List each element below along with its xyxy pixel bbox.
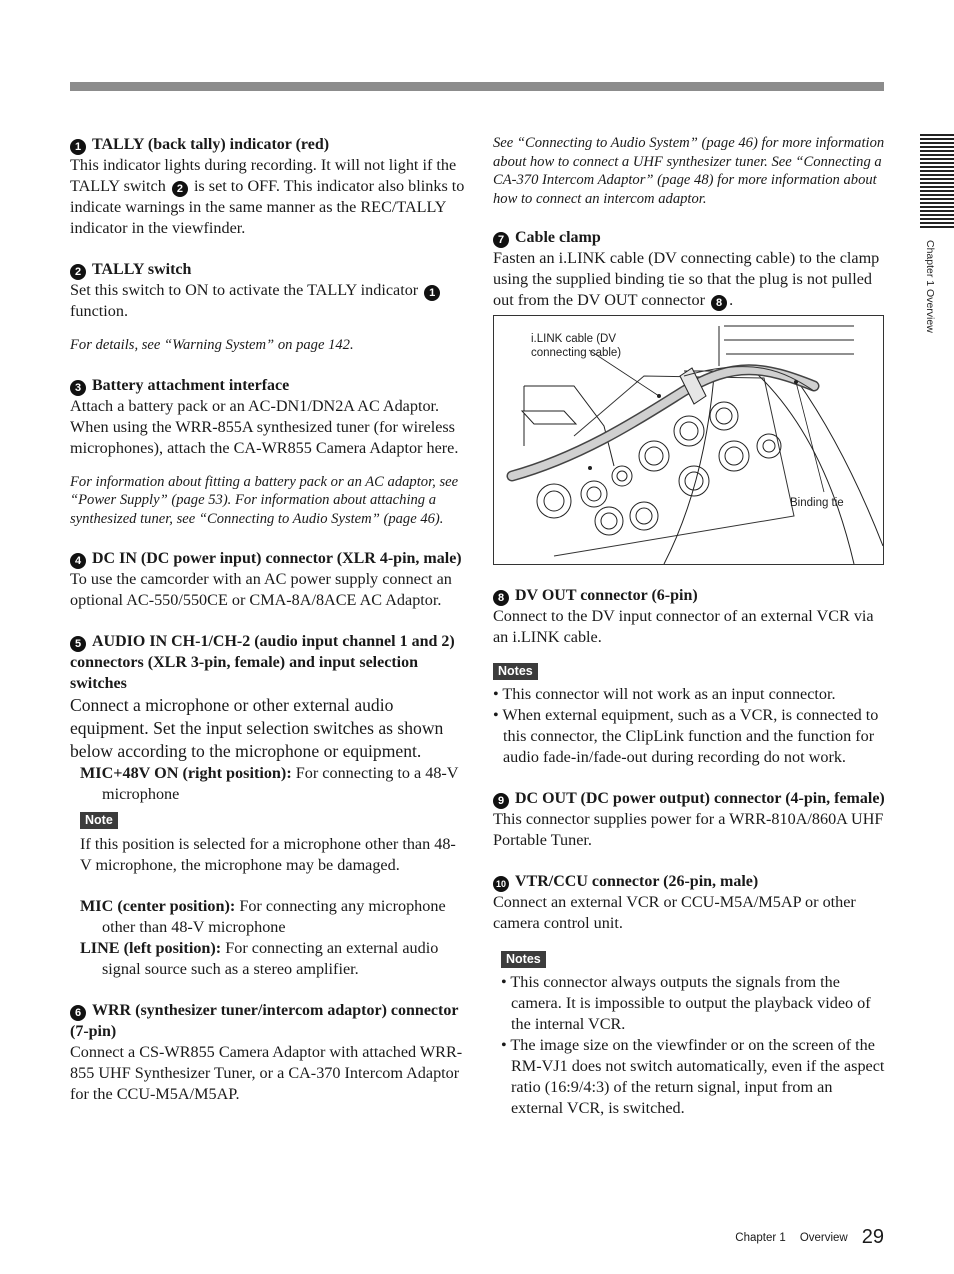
item-body	[70, 155, 466, 239]
binding-tie-callout-label: Binding tie	[790, 497, 844, 509]
note-bullet: • This connector will not work as an input connector.	[493, 685, 836, 703]
item-body-text: This indicator lights during recording. It will not light if the TALLY switch	[70, 156, 457, 195]
item-number-badge: 6	[70, 1005, 86, 1021]
item-number-badge: 9	[493, 793, 509, 809]
item-body: Connect to the DV input connector of an external VCR via an i.LINK cable.	[493, 607, 874, 646]
right-column	[493, 134, 885, 1139]
item-body	[493, 248, 885, 311]
notes-list	[493, 684, 885, 768]
item-body: Connect a microphone or other external audio equipment. Set the input selection switches as shown below according to the microphone or equipment.	[70, 695, 444, 761]
item-heading	[70, 134, 466, 155]
notes-list	[493, 972, 885, 1119]
item-number-badge: 7	[493, 232, 509, 248]
chapter-thumb-index	[920, 134, 954, 228]
position-text: For connecting an external audio signal source such as a stereo amplifier.	[102, 939, 439, 978]
footer-chapter: Chapter 1	[735, 1232, 786, 1244]
item-dc-in-connector	[70, 548, 466, 611]
item-body: Connect a CS-WR855 Camera Adaptor with attached WRR-855 UHF Synthesizer Tuner, or a CA-370 Intercom Adaptor for the CCU-M5A/M5AP.	[70, 1043, 463, 1103]
item-heading	[70, 1000, 466, 1042]
page-number: 29	[861, 1226, 884, 1248]
header-rule	[70, 82, 884, 91]
notes-tag: Notes	[501, 951, 546, 968]
left-column	[70, 134, 466, 1125]
switch-position-list	[70, 763, 466, 980]
item-body-text: is set to OFF. This indicator also blinks to indicate warnings in the same manner as the REC/TALLY indicator in the viewfinder.	[70, 177, 465, 237]
item-heading	[493, 871, 885, 892]
switch-position-line	[80, 938, 466, 980]
item-audio-in	[70, 631, 466, 980]
item-body-text: function.	[70, 302, 128, 320]
item-dv-out-connector	[493, 585, 885, 768]
cross-reference-note: For details, see “Warning System” on page 142.	[70, 337, 354, 353]
position-label: MIC+48V ON (right position):	[80, 764, 292, 782]
note-bullet: • When external equipment, such as a VCR, is connected to this connector, the ClipLink function and the function for audio fade-in/fade-out during recording do not work.	[493, 706, 879, 766]
item-heading	[70, 259, 466, 280]
item-tally-indicator	[70, 134, 466, 239]
item-dc-out-connector	[493, 788, 885, 851]
item-body: To use the camcorder with an AC power supply connect an optional AC-550/550CE or CMA-8A/8ACE AC Adaptor.	[70, 570, 452, 609]
cable-clamp-illustration	[493, 315, 884, 565]
item-title: WRR (synthesizer tuner/intercom adaptor) connector (7-pin)	[70, 1002, 459, 1040]
note-text: If this position is selected for a microphone other than 48-V microphone, the microphone may be damaged.	[80, 835, 456, 874]
item-title: DV OUT connector (6-pin)	[515, 587, 698, 604]
item-body	[70, 280, 466, 322]
item-title: DC OUT (DC power output) connector (4-pin, female)	[515, 790, 885, 807]
item-heading	[493, 227, 885, 248]
page-footer	[700, 1226, 884, 1249]
item-number-badge: 4	[70, 553, 86, 569]
cable-callout-label: i.LINK cable (DV connecting cable)	[531, 333, 622, 359]
item-title: AUDIO IN CH-1/CH-2 (audio input channel 1 and 2) connectors (XLR 3-pin, female) and input selection switches	[70, 633, 455, 692]
item-ref-badge: 2	[172, 181, 188, 197]
item-number-badge: 3	[70, 380, 86, 396]
footer-section: Overview	[799, 1232, 848, 1244]
item-title: DC IN (DC power input) connector (XLR 4-pin, male)	[92, 550, 462, 567]
item-number-badge: 10	[493, 876, 509, 892]
position-label: MIC (center position):	[80, 897, 236, 915]
item-wrr-connector	[70, 1000, 466, 1105]
item-vtr-ccu-connector	[493, 871, 885, 1119]
item-tally-switch	[70, 259, 466, 322]
item-title: Cable clamp	[515, 229, 601, 246]
notes-tag: Notes	[493, 663, 538, 680]
note-tag: Note	[80, 812, 118, 829]
item-title: VTR/CCU connector (26-pin, male)	[515, 873, 759, 890]
item-number-badge: 8	[493, 590, 509, 606]
item-heading	[493, 788, 885, 809]
item-battery-interface	[70, 375, 466, 459]
switch-position-mic48	[80, 763, 466, 805]
item-body: This connector supplies power for a WRR-810A/860A UHF Portable Tuner.	[493, 810, 884, 849]
item-ref-badge: 8	[711, 295, 727, 311]
item-body-text: .	[729, 291, 734, 309]
item-title: TALLY (back tally) indicator (red)	[92, 136, 330, 153]
cross-reference-note: For information about fitting a battery pack or an AC adaptor, see “Power Supply” (page 53). For information about attaching a synthesized tuner, see “Connecting to Audio System” (page 46).	[70, 473, 459, 527]
item-body-text: Fasten an i.LINK cable (DV connecting cable) to the clamp using the supplied binding tie so that the plug is not pulled out from the DV OUT connector	[493, 249, 880, 309]
side-chapter-tab	[924, 240, 938, 350]
item-title: Battery attachment interface	[92, 376, 290, 394]
note-bullet: • The image size on the viewfinder or on the screen of the RM-VJ1 does not switch automatically, even if the aspect ratio (16:9/4:3) of the return signal, input from an external VCR, is switched.	[501, 1036, 885, 1117]
position-label: LINE (left position):	[80, 939, 222, 957]
item-body-text: Set this switch to ON to activate the TALLY indicator	[70, 281, 423, 299]
item-ref-badge: 1	[424, 285, 440, 301]
item-cable-clamp	[493, 227, 885, 311]
item-number-badge: 1	[70, 139, 86, 155]
position-text: For connecting to a 48-V microphone	[102, 764, 459, 803]
notes-block	[493, 950, 885, 968]
notes-block	[493, 662, 885, 680]
side-chapter-label: Chapter 1 Overview	[924, 240, 936, 333]
switch-position-mic	[80, 896, 466, 938]
item-number-badge: 5	[70, 636, 86, 652]
item-title: TALLY switch	[92, 261, 192, 278]
item-heading	[70, 548, 466, 569]
cross-reference-note: See “Connecting to Audio System” (page 46) for more information about how to connect a UHF synthesizer tuner. See “Connecting a CA-370 Intercom Adaptor” (page 48) for more information about how to connect an intercom adaptor.	[493, 135, 885, 207]
position-text: For connecting any microphone other than 48-V microphone	[102, 897, 446, 936]
item-body: Attach a battery pack or an AC-DN1/DN2A AC Adaptor. When using the WRR-855A synthesized tuner (for wireless microphones), attach the CA-WR855 Camera Adaptor here.	[70, 396, 459, 457]
note-block	[80, 811, 466, 829]
item-heading	[493, 585, 885, 606]
note-bullet: • This connector always outputs the signals from the camera. It is impossible to output the playback video of the internal VCR.	[501, 973, 871, 1033]
item-body: Connect an external VCR or CCU-M5A/M5AP or other camera control unit.	[493, 893, 856, 932]
item-heading	[70, 375, 466, 396]
item-number-badge: 2	[70, 264, 86, 280]
item-heading	[70, 631, 466, 694]
